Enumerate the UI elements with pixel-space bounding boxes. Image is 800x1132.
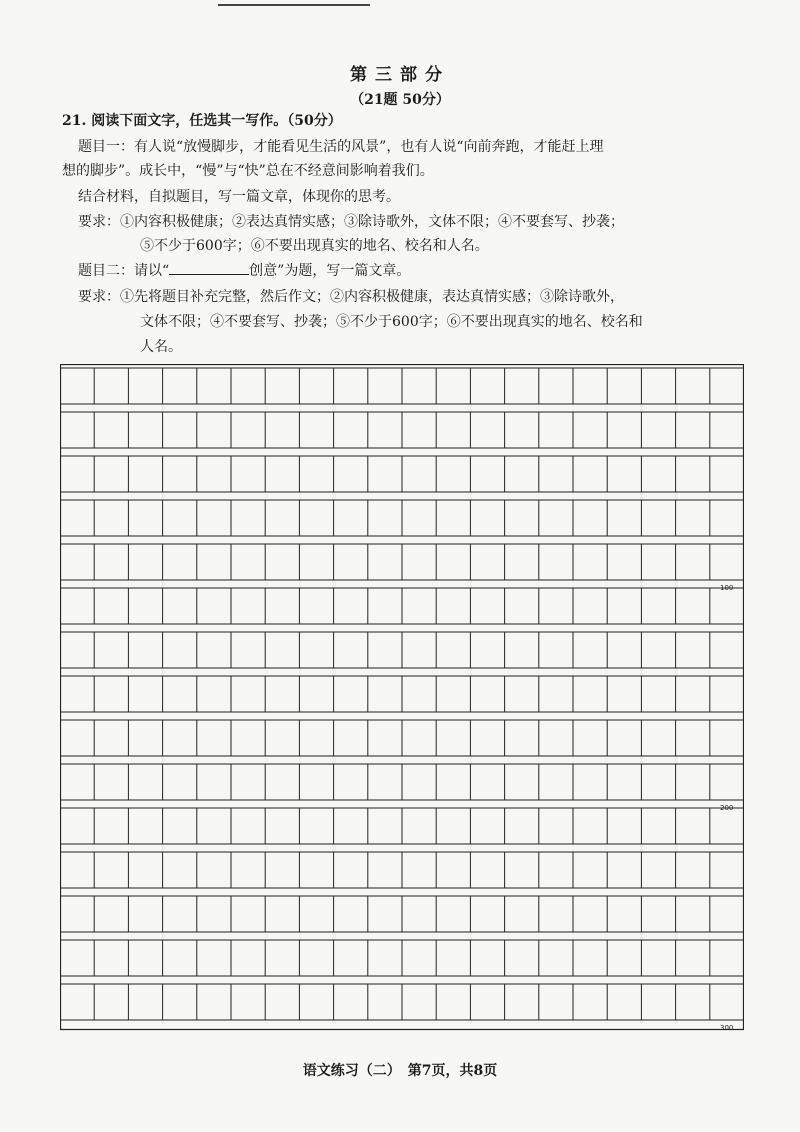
question-stem: 21. 阅读下面文字，任选其一写作。（50分） (62, 113, 342, 129)
req1-line2: ⑤不少于600字；⑥不要出现真实的地名、校名和人名。 (140, 238, 489, 254)
word-count-marker-100: 100 (720, 584, 734, 592)
word-count-marker-200: 200 (720, 804, 734, 812)
title-blank (169, 260, 249, 275)
topic2-line (78, 260, 410, 282)
topic1-line2: 想的脚步”。成长中，“慢”与“快”总在不经意间影响着我们。 (62, 163, 434, 179)
req2-line1: 要求：①先将题目补充完整，然后作文；②内容积极健康，表达真情实感；③除诗歌外， (78, 289, 624, 305)
part-title: 第三部分 (350, 65, 450, 85)
req2-line3: 人名。 (140, 339, 182, 355)
writing-grid-svg[interactable] (60, 364, 744, 1034)
topic1-line1: 题目一：有人说“放慢脚步，才能看见生活的风景”，也有人说“向前奔跑，才能赶上理 (78, 139, 604, 155)
top-rule (218, 4, 370, 6)
topic2-prefix: 题目二：请以“ (78, 263, 170, 279)
topic1-line3: 结合材料，自拟题目，写一篇文章，体现你的思考。 (78, 189, 400, 205)
part-subtitle: （21题 50分） (350, 92, 450, 108)
req2-line2: 文体不限；④不要套写、抄袭；⑤不少于600字；⑥不要出现真实的地名、校名和 (140, 314, 643, 330)
page-footer: 语文练习（二） 第7页，共8页 (302, 1063, 498, 1079)
req1-line1: 要求：①内容积极健康；②表达真情实感；③除诗歌外，文体不限；④不要套写、抄袭； (78, 214, 624, 230)
writing-grid[interactable] (60, 364, 744, 1034)
topic2-suffix: 创意”为题，写一篇文章。 (249, 263, 411, 279)
word-count-marker-300: 300 (720, 1024, 734, 1032)
